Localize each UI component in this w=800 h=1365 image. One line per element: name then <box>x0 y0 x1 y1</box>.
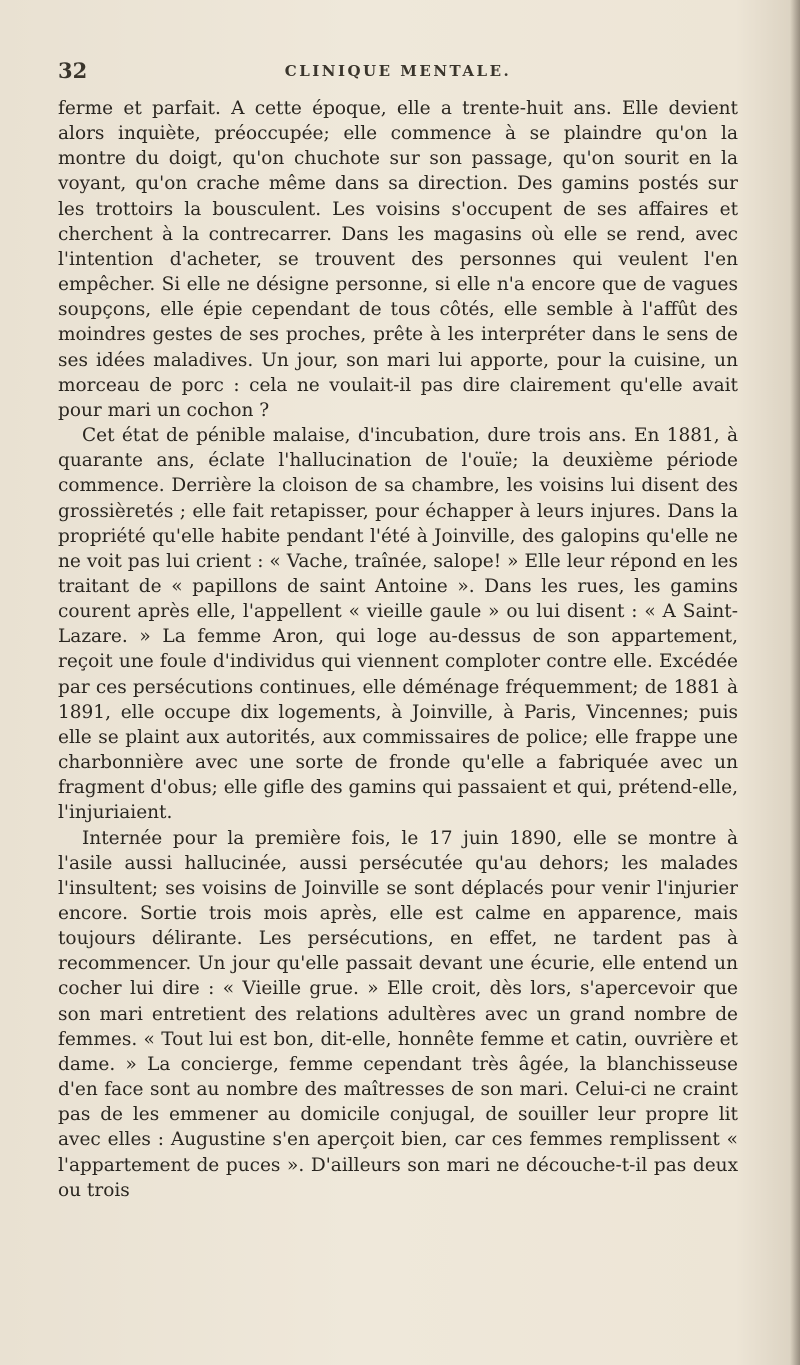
page-edge-shadow <box>790 0 800 1365</box>
paragraph: Internée pour la première fois, le 17 juin 1890, elle se montre à l'asile aussi hallucinée, aussi persécutée qu'au dehors; les malades l'insultent; ses voisins de Joinville se sont déplacés pour venir l'injurier encore. Sortie trois mois après, elle est calme en apparence, mais toujours délirante. Les persécutions, en effet, ne tardent pas à recommencer. Un jour qu'elle passait devant une écurie, elle entend un cocher lui dire : « Vieille grue. » Elle croit, dès lors, s'apercevoir que son mari entretient des relations adultères avec un grand nombre de femmes. « Tout lui est bon, dit-elle, honnête femme et catin, ouvrière et dame. » La concierge, femme cependant très âgée, la blanchisseuse d'en face sont au nombre des maîtresses de son mari. Celui-ci ne craint pas de les emmener au domicile conjugal, de souiller leur propre lit avec elles : Augustine s'en aperçoit bien, car ces femmes remplissent « l'appartement de puces ». D'ailleurs son mari ne découche-t-il pas deux ou trois <box>58 827 738 1201</box>
page-number: 32 <box>58 58 88 83</box>
page-header <box>58 58 738 88</box>
paragraph: Cet état de pénible malaise, d'incubation, dure trois ans. En 1881, à quarante ans, éclate l'hallucination de l'ouïe; la deuxième période commence. Derrière la cloison de sa chambre, les voisins lui disent des grossièretés ; elle fait retapisser, pour échapper à leurs injures. Dans la propriété qu'elle habite pendant l'été à Joinville, des galopins qu'elle ne ne voit pas lui crient : « Vache, traînée, salope! » Elle leur répond en les traitant de « papillons de saint Antoine ». Dans les rues, les gamins courent après elle, l'appellent « vieille gaule » ou lui disent : « A Saint-Lazare. » La femme Aron, qui loge au-dessus de son appartement, reçoit une foule d'individus qui viennent comploter contre elle. Excédée par ces persécutions continues, elle déménage fréquemment; de 1881 à 1891, elle occupe dix logements, à Joinville, à Paris, Vincennes; puis elle se plaint aux autorités, aux commissaires de police; elle frappe une charbonnière avec une sorte de fronde qu'elle a fabriquée avec un fragment d'obus; elle gifle des gamins qui passaient et qui, prétend-elle, l'injuriaient. <box>58 425 738 824</box>
body-text <box>58 96 738 1203</box>
paragraph: ferme et parfait. A cette époque, elle a trente-huit ans. Elle devient alors inquiète, préoccupée; elle commence à se plaindre qu'on la montre du doigt, qu'on chuchote sur son passage, qu'on sourit en la voyant, qu'on crache même dans sa direction. Des gamins postés sur les trottoirs la bousculent. Les voisins s'occupent de ses affaires et cherchent à la contrecarrer. Dans les magasins où elle se rend, avec l'intention d'acheter, se trouvent des personnes qui veulent l'en empêcher. Si elle ne désigne personne, si elle n'a encore que de vagues soupçons, elle épie cependant de tous côtés, elle semble à l'affût des moindres gestes de ses proches, prête à les interpréter dans le sens de ses idées maladives. Un jour, son mari lui apporte, pour la cuisine, un morceau de porc : cela ne voulait-il pas dire clairement qu'elle avait pour mari un cochon ? <box>58 98 738 421</box>
running-head: CLINIQUE MENTALE. <box>284 62 512 80</box>
